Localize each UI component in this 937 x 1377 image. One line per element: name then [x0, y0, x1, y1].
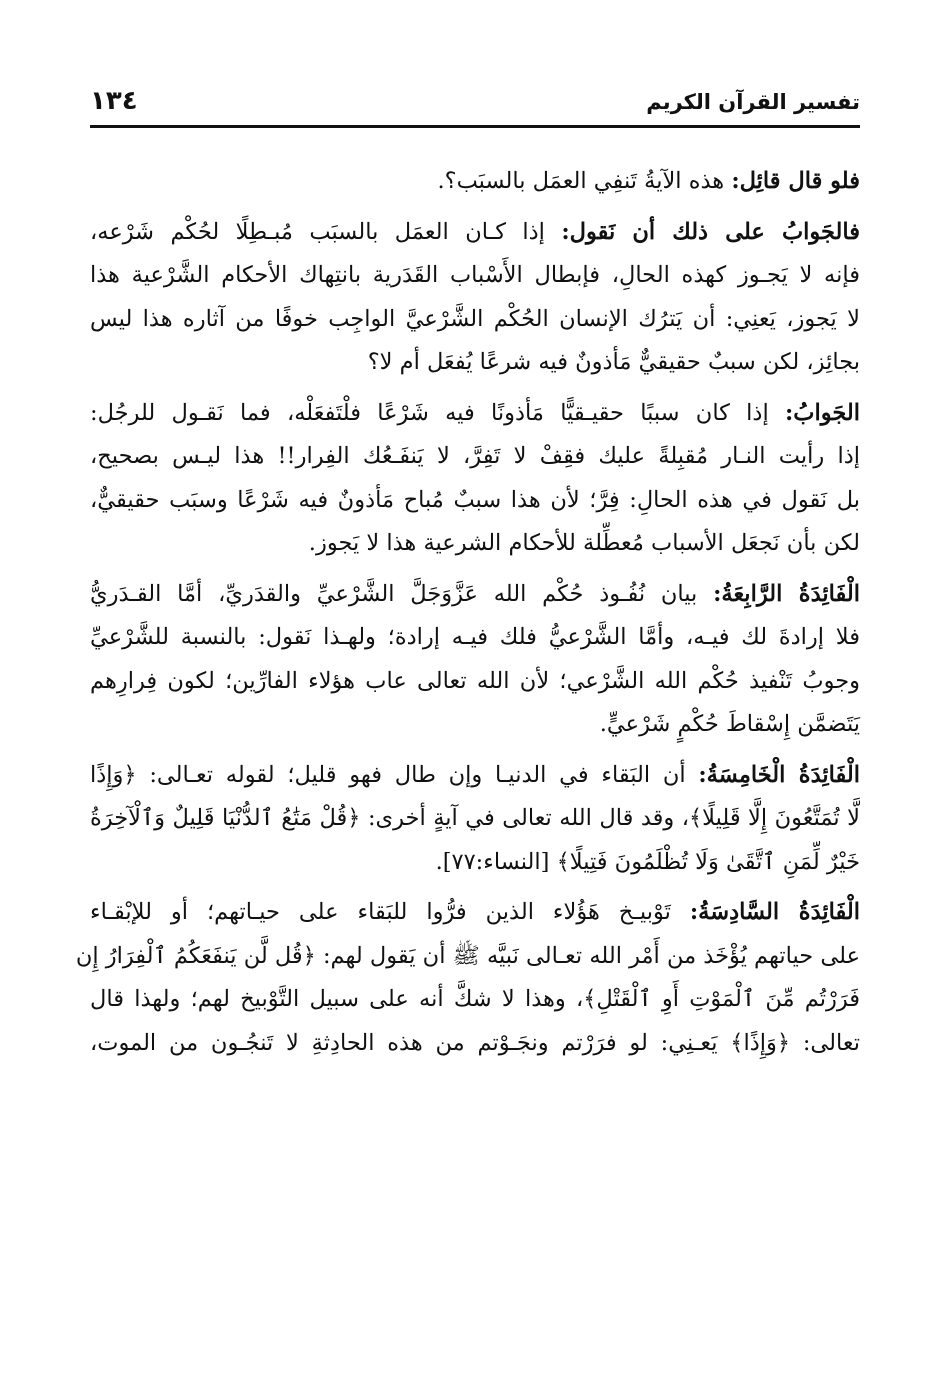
- line-text: تَوْبيـخ هَؤُلاء الذين فرُّوا للبَقاء على حيـاتهم؛ أو للإبْقـاء: [90, 899, 671, 925]
- line-text: إذا كان سببًا حقيـقيًّا مَأذونًا فيه شَرْعًا فلْتَفعَلْه، فما نَقـول للرجُل:: [90, 399, 769, 426]
- paragraph-second-answer: [90, 392, 860, 566]
- text-line: بل نَقول في هذه الحالِ: فِرَّ؛ لأن هذا سببٌ مُباح مَأذونٌ فيه شَرْعًا وسبَب حقيقيٌّ،: [90, 486, 860, 513]
- text-line: خَيْرٌ لِّمَنِ ٱتَّقَىٰ وَلَا تُظْلَمُونَ فَتِيلًا﴾ [النساء:٧٧].: [435, 848, 860, 875]
- text-line: يَتَضمَّن إِسْقاطَ حُكْمٍ شَرْعيٍّ.: [599, 711, 860, 737]
- paragraph-lead: الجَوابُ:: [785, 399, 860, 426]
- text-line: فلا إرادةَ لك فيـه، وأمَّا الشَّرْعيُّ فلك فيـه إرادة؛ ولهـذا نَقول: بالنسبة للشَّرْعيِّ: [90, 624, 860, 650]
- paragraph-benefit-four: [90, 573, 860, 747]
- text-line: تعالى: ﴿وَإِذًا﴾ يَعـنِي: لو فرَرْتم ونجَـوْتم من هذه الحادِثةِ لا تَنجُـون من الموت،: [90, 1029, 860, 1056]
- header-rule: [90, 125, 860, 128]
- paragraph-lead: الْفَائِدَةُ الْخَامِسَةُ:: [698, 761, 860, 788]
- text-line: [90, 160, 860, 204]
- text-line: [90, 392, 860, 436]
- paragraph-benefit-five: [90, 754, 860, 885]
- line-text: إذا كـان العمَل بالسبَب مُبـطِلًا لحُكْم شَرْعه،: [90, 218, 545, 245]
- text-line: [90, 891, 860, 935]
- paragraph-question: [90, 160, 860, 204]
- text-line: [90, 211, 860, 255]
- paragraph-benefit-six: [75, 891, 860, 1065]
- text-line: إذا رأيت النـار مُقبِلةً عليك فقِفْ لا تَفِرَّ، لا يَنفَـعُك الفِرار!! هذا ليـس بصحيح،: [90, 443, 860, 469]
- paragraph-lead: فالجَوابُ على ذلك أن نَقول:: [561, 218, 860, 245]
- paragraph-lead: فلو قال قائِل:: [731, 168, 860, 194]
- text-line: [90, 754, 860, 798]
- text-line: لا يَجوز، يَعنِي: أن يَترُك الإنسان الحُكْم الشَّرْعيَّ الواجِب خوفًا من آثاره هذا ليس: [90, 305, 860, 332]
- running-title: تفسير القرآن الكريم: [646, 90, 860, 114]
- text-line: لكن بأن نَجعَل الأسباب مُعطِّلة للأحكام الشرعية هذا لا يَجوز.: [308, 530, 860, 556]
- line-text: هذه الآيةُ تَنفِي العمَل بالسبَب؟.: [437, 168, 725, 194]
- text-line: بجائِز، لكن سببٌ حقيقيٌّ مَأذونٌ فيه شرعًا يُفعَل أم لا؟: [367, 349, 860, 375]
- text-line: فَرَرْتُم مِّنَ ٱلْمَوْتِ أَوِ ٱلْقَتْلِ﴾، وهذا لا شكَّ أنه على سبيل التَّوْبيخ لهم؛ ولهذا قال: [90, 986, 860, 1012]
- paragraph-lead: الْفَائِدَةُ الرَّابِعَةُ:: [713, 580, 860, 607]
- text-line: على حياتهم يُؤْخَذ من أَمْر الله تعـالى نَبيَّه ﷺ أن يَقول لهم: ﴿قُل لَّن يَنفَعَكُمُ ٱلْفِرَارُ إِن: [75, 942, 860, 969]
- page-header: [90, 86, 860, 126]
- page-body: [75, 160, 860, 1072]
- text-line: [90, 573, 860, 617]
- text-line: وجوبُ تَنْفيذ حُكْم الله الشَّرْعي؛ لأن الله تعالى عاب هؤلاء الفارِّين؛ لكون فِرارِهم: [90, 667, 860, 694]
- line-text: أن البَقاء في الدنيـا وإن طال فهو قليل؛ لقوله تعـالى: ﴿وَإِذًا: [90, 761, 686, 788]
- page-number: ١٣٤: [90, 86, 138, 116]
- paragraph-lead: الْفَائِدَةُ السَّادِسَةُ:: [689, 899, 860, 925]
- text-line: لَّا تُمَتَّعُونَ إِلَّا قَلِيلًا﴾، وقد قال الله تعالى في آيةٍ أخرى: ﴿قُلْ مَتَٰعُ ٱلدُّنْيَا قَلِيلٌ وَٱلْآخِرَةُ: [90, 805, 860, 831]
- line-text: بيان نُفُـوذ حُكْم الله عَزَّوَجَلَّ الشَّرْعيِّ والقدَريِّ، أمَّا القـدَريُّ: [90, 580, 698, 607]
- paragraph-answer: [90, 211, 860, 385]
- text-line: فإنه لا يَجـوز كهذه الحالِ، فإبطال الأَسْباب القَدَرية بانتِهاك الأحكام الشَّرْعية هذا: [90, 262, 860, 288]
